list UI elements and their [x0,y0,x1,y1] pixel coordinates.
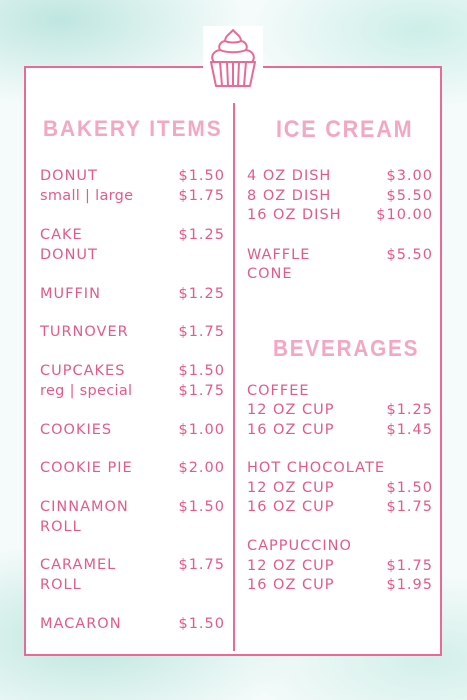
bakery-item-row [40,615,225,635]
beverage-item-row [247,479,433,499]
ice-cream-item-row [247,206,433,226]
bakery-item-name: COOKIES [40,422,113,438]
bakery-item-name: CUPCAKES [40,363,126,379]
beverage-item-price: $1.50 [386,480,433,496]
beverage-item-name: 16 OZ CUP [247,577,335,593]
bakery-item-row [40,187,225,207]
bakery-item-name: TURNOVER [40,324,129,340]
bakery-item-price: $1.75 [178,188,225,204]
beverage-item-name: CAPPUCCINO [247,538,352,554]
bakery-item-name: DONUT [40,168,98,184]
bakery-item-row [40,421,225,441]
beverage-item-row [247,537,433,557]
bakery-item-name: small | large [40,188,134,204]
bakery-item-price: $1.25 [178,286,225,302]
bakery-item-price: $1.75 [178,383,225,399]
bakery-item-price: $2.00 [178,460,225,476]
ice-cream-item-row [247,187,433,207]
bakery-item-row [40,167,225,187]
bakery-item-price: $1.25 [178,227,225,243]
bakery-item-price: $1.50 [178,616,225,632]
bakery-item-price: $1.50 [178,168,225,184]
beverage-item-price: $1.45 [386,422,433,438]
ice-cream-item-name: WAFFLE [247,247,311,263]
beverage-item-name: 16 OZ CUP [247,422,335,438]
beverage-item-name: 12 OZ CUP [247,480,335,496]
bakery-heading: BAKERY ITEMS [43,116,223,141]
bakery-item-price: $1.75 [178,324,225,340]
beverage-item-row [247,421,433,441]
beverage-item-price: $1.75 [386,499,433,515]
beverage-item-name: COFFEE [247,383,310,399]
ice-cream-item-row [247,246,433,266]
bakery-item-price: $1.50 [178,363,225,379]
bakery-item-name: DONUT [40,247,98,263]
bakery-item-price: $1.75 [178,557,225,573]
bakery-item-row [40,518,225,538]
ice-cream-heading: ICE CREAM [276,116,414,143]
bakery-item-name: MUFFIN [40,286,101,302]
beverage-item-price: $1.25 [386,402,433,418]
beverage-item-name: 16 OZ CUP [247,499,335,515]
beverage-item-row [247,401,433,421]
bakery-item-name: COOKIE PIE [40,460,133,476]
beverage-item-name: 12 OZ CUP [247,402,335,418]
bakery-item-name: CARAMEL [40,557,117,573]
bakery-item-name: ROLL [40,519,82,535]
bakery-item-name: reg | special [40,383,133,399]
bakery-item-name: CAKE [40,227,83,243]
beverage-item-price: $1.95 [386,577,433,593]
bakery-item-row [40,498,225,518]
ice-cream-item-row [247,265,433,285]
column-divider [233,103,235,651]
bakery-item-row [40,576,225,596]
bakery-item-row [40,226,225,246]
bakery-item-name: ROLL [40,577,82,593]
ice-cream-item-name: CONE [247,266,293,282]
beverage-item-price: $1.75 [386,558,433,574]
beverages-heading: BEVERAGES [273,335,420,361]
ice-cream-item-row [247,167,433,187]
bakery-item-row [40,323,225,343]
beverage-item-row [247,459,433,479]
beverage-item-row [247,576,433,596]
bakery-item-row [40,382,225,402]
bakery-item-name: CINNAMON [40,499,129,515]
beverage-item-name: HOT CHOCOLATE [247,460,385,476]
bakery-item-price: $1.50 [178,499,225,515]
bakery-item-row [40,246,225,266]
bakery-item-price: $1.00 [178,422,225,438]
bakery-item-name: MACARON [40,616,122,632]
bakery-item-row [40,459,225,479]
bakery-item-row [40,362,225,382]
beverage-item-name: 12 OZ CUP [247,558,335,574]
ice-cream-item-name: 8 OZ DISH [247,188,332,204]
bakery-item-row [40,285,225,305]
cupcake-icon [203,26,263,92]
ice-cream-item-price: $3.00 [386,168,433,184]
beverage-item-row [247,557,433,577]
beverage-item-row [247,382,433,402]
bakery-item-row [40,556,225,576]
ice-cream-item-name: 16 OZ DISH [247,207,342,223]
ice-cream-item-price: $5.50 [386,188,433,204]
beverage-item-row [247,498,433,518]
ice-cream-item-name: 4 OZ DISH [247,168,332,184]
ice-cream-item-price: $10.00 [376,207,433,223]
ice-cream-item-price: $5.50 [386,247,433,263]
